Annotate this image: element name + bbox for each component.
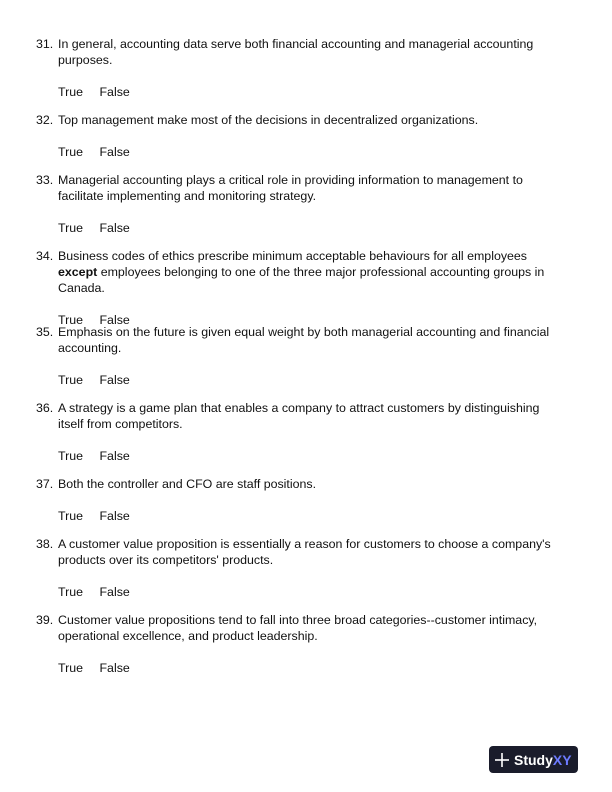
question-text-part: employees belonging to one of the three major professional accounting groups in Canada.: [58, 265, 545, 295]
question-number: 33.: [36, 173, 54, 187]
logo-text-study: Study: [514, 751, 553, 768]
question-number: 37.: [36, 477, 54, 491]
question-text-part: Business codes of ethics prescribe minimum acceptable behaviours for all employees: [58, 249, 528, 263]
logo-text-xy: XY: [552, 751, 572, 768]
question-text: Emphasis on the future is given equal weight by both managerial accounting and financial accounting.: [58, 325, 550, 355]
question-text: In general, accounting data serve both financial accounting and managerial accounting purposes.: [58, 37, 534, 67]
question-text: [58, 248, 566, 296]
true-option[interactable]: True: [58, 661, 84, 675]
false-option[interactable]: False: [99, 449, 130, 463]
studyxy-logo: [489, 746, 578, 773]
answer-options: [58, 508, 566, 524]
question-34: [36, 248, 566, 328]
true-option[interactable]: True: [58, 313, 84, 327]
answer-options: [58, 448, 566, 464]
true-option[interactable]: True: [58, 509, 84, 523]
question-number: 39.: [36, 613, 54, 627]
question-text: Customer value propositions tend to fall into three broad categories--customer intimacy, operational excellence, and product leadership.: [58, 613, 538, 643]
answer-options: [58, 660, 566, 676]
question-32: [36, 112, 566, 160]
question-text: A strategy is a game plan that enables a company to attract customers by distinguishing itself from competitors.: [58, 401, 540, 431]
true-option[interactable]: True: [58, 585, 84, 599]
false-option[interactable]: False: [99, 145, 130, 159]
question-text: Managerial accounting plays a critical role in providing information to management to facilitate implementing and monitoring strategy.: [58, 173, 523, 203]
question-text: Top management make most of the decisions in decentralized organizations.: [58, 113, 479, 127]
question-39: [36, 612, 566, 676]
true-option[interactable]: True: [58, 449, 84, 463]
false-option[interactable]: False: [99, 221, 130, 235]
false-option[interactable]: False: [99, 661, 130, 675]
question-35: [36, 324, 566, 388]
question-38: [36, 536, 566, 600]
question-37: [36, 476, 566, 524]
question-text-emphasis: except: [58, 265, 98, 279]
question-number: 34.: [36, 249, 54, 263]
question-36: [36, 400, 566, 464]
true-option[interactable]: True: [58, 85, 84, 99]
false-option[interactable]: False: [99, 509, 130, 523]
question-number: 31.: [36, 37, 54, 51]
question-text: Both the controller and CFO are staff positions.: [58, 477, 317, 491]
answer-options: [58, 584, 566, 600]
plus-icon: [495, 753, 509, 767]
answer-options: [58, 372, 566, 388]
question-number: 35.: [36, 325, 54, 339]
question-number: 32.: [36, 113, 54, 127]
true-option[interactable]: True: [58, 221, 84, 235]
true-option[interactable]: True: [58, 145, 84, 159]
answer-options: [58, 144, 566, 160]
false-option[interactable]: False: [99, 585, 130, 599]
false-option[interactable]: False: [99, 85, 130, 99]
false-option[interactable]: False: [99, 313, 130, 327]
question-number: 36.: [36, 401, 54, 415]
true-option[interactable]: True: [58, 373, 84, 387]
false-option[interactable]: False: [99, 373, 130, 387]
question-31: [36, 36, 566, 100]
answer-options: [58, 84, 566, 100]
answer-options: [58, 220, 566, 236]
question-number: 38.: [36, 537, 54, 551]
question-text: A customer value proposition is essentially a reason for customers to choose a company's products over its competitors' products.: [58, 537, 551, 567]
question-33: [36, 172, 566, 236]
